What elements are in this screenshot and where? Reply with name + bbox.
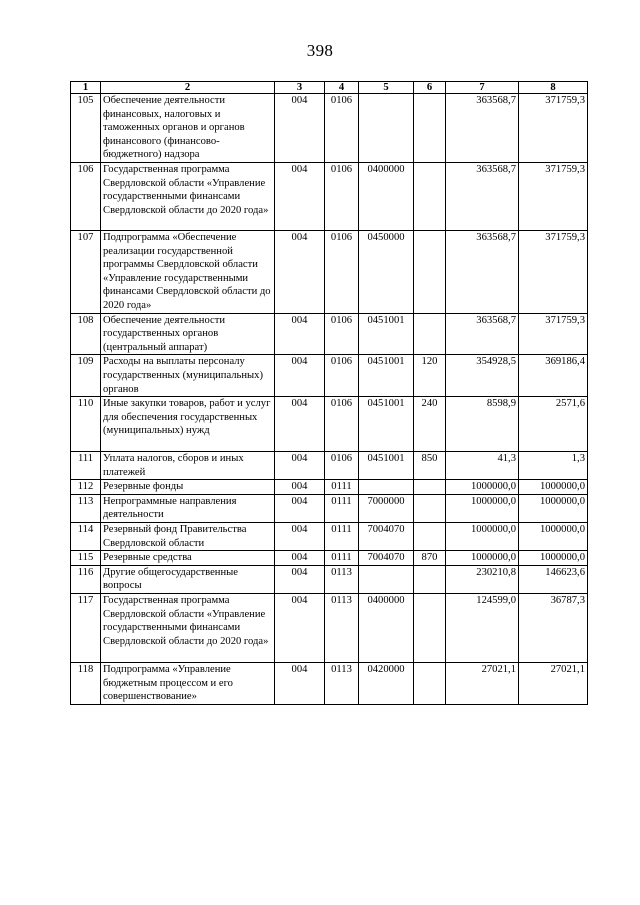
row-amount-year2-cell: 36787,3 (519, 594, 588, 663)
row-expense-type-cell (414, 313, 446, 355)
row-amount-year2-cell: 27021,1 (519, 663, 588, 705)
row-section-code-cell: 0111 (325, 480, 359, 495)
row-expense-type-cell (414, 565, 446, 593)
row-amount-year1-cell: 363568,7 (446, 313, 519, 355)
row-amount-year2-cell: 1,3 (519, 452, 588, 480)
row-expense-type-cell (414, 94, 446, 163)
row-name-cell: Обеспечение деятельности финансовых, налоговых и таможенных органов и органов финансового (финансово-бюджетного) надзора (101, 94, 275, 163)
row-section-code-cell: 0106 (325, 452, 359, 480)
row-amount-year2-cell: 1000000,0 (519, 523, 588, 551)
row-ministry-code-cell: 004 (275, 494, 325, 522)
row-amount-year1-cell: 1000000,0 (446, 551, 519, 566)
row-number-cell: 106 (71, 162, 101, 230)
table-row (71, 230, 588, 313)
row-name-cell: Непрограммные направления деятельности (101, 494, 275, 522)
row-number-cell: 105 (71, 94, 101, 163)
table-row (71, 397, 588, 452)
header-col-2: 2 (101, 82, 275, 94)
row-number-cell: 118 (71, 663, 101, 705)
header-col-1: 1 (71, 82, 101, 94)
row-section-code-cell: 0106 (325, 94, 359, 163)
row-section-code-cell: 0106 (325, 313, 359, 355)
table-row (71, 594, 588, 663)
row-amount-year2-cell: 371759,3 (519, 94, 588, 163)
row-amount-year2-cell: 1000000,0 (519, 551, 588, 566)
table-row (71, 94, 588, 163)
row-expense-type-cell (414, 594, 446, 663)
row-ministry-code-cell: 004 (275, 397, 325, 452)
row-ministry-code-cell: 004 (275, 313, 325, 355)
table-row (71, 480, 588, 495)
row-amount-year1-cell: 230210,8 (446, 565, 519, 593)
row-expense-type-cell: 850 (414, 452, 446, 480)
row-target-code-cell: 0400000 (359, 162, 414, 230)
row-number-cell: 117 (71, 594, 101, 663)
row-name-cell: Уплата налогов, сборов и иных платежей (101, 452, 275, 480)
table-row (71, 565, 588, 593)
row-target-code-cell: 7004070 (359, 551, 414, 566)
row-name-cell: Государственная программа Свердловской области «Управление государственными финансами Свердловской области до 2020 года» (101, 162, 275, 230)
header-col-8: 8 (519, 82, 588, 94)
table-row (71, 162, 588, 230)
row-ministry-code-cell: 004 (275, 663, 325, 705)
row-target-code-cell: 0420000 (359, 663, 414, 705)
row-section-code-cell: 0106 (325, 162, 359, 230)
header-col-6: 6 (414, 82, 446, 94)
row-amount-year2-cell: 369186,4 (519, 355, 588, 397)
table-row (71, 551, 588, 566)
row-name-cell: Резервные фонды (101, 480, 275, 495)
row-amount-year2-cell: 146623,6 (519, 565, 588, 593)
row-number-cell: 111 (71, 452, 101, 480)
table-body (71, 94, 588, 705)
header-col-4: 4 (325, 82, 359, 94)
row-target-code-cell (359, 480, 414, 495)
row-expense-type-cell: 120 (414, 355, 446, 397)
table-row (71, 523, 588, 551)
row-name-cell: Государственная программа Свердловской области «Управление государственными финансами Свердловской области до 2020 года» (101, 594, 275, 663)
row-amount-year1-cell: 27021,1 (446, 663, 519, 705)
row-expense-type-cell (414, 162, 446, 230)
row-target-code-cell: 0451001 (359, 355, 414, 397)
row-name-cell: Другие общегосударственные вопросы (101, 565, 275, 593)
row-target-code-cell (359, 565, 414, 593)
row-amount-year2-cell: 1000000,0 (519, 494, 588, 522)
row-expense-type-cell (414, 494, 446, 522)
row-section-code-cell: 0106 (325, 230, 359, 313)
row-ministry-code-cell: 004 (275, 452, 325, 480)
row-number-cell: 107 (71, 230, 101, 313)
row-name-cell: Иные закупки товаров, работ и услуг для обеспечения государственных (муниципальных) нужд (101, 397, 275, 452)
row-ministry-code-cell: 004 (275, 480, 325, 495)
row-target-code-cell: 0451001 (359, 452, 414, 480)
table-row (71, 452, 588, 480)
row-number-cell: 109 (71, 355, 101, 397)
row-amount-year1-cell: 124599,0 (446, 594, 519, 663)
row-ministry-code-cell: 004 (275, 162, 325, 230)
table-row (71, 313, 588, 355)
budget-table (70, 81, 588, 705)
row-name-cell: Обеспечение деятельности государственных органов (центральный аппарат) (101, 313, 275, 355)
row-name-cell: Резервный фонд Правительства Свердловской области (101, 523, 275, 551)
row-ministry-code-cell: 004 (275, 355, 325, 397)
row-number-cell: 114 (71, 523, 101, 551)
row-section-code-cell: 0113 (325, 594, 359, 663)
row-section-code-cell: 0113 (325, 663, 359, 705)
row-amount-year1-cell: 8598,9 (446, 397, 519, 452)
row-expense-type-cell (414, 523, 446, 551)
row-ministry-code-cell: 004 (275, 230, 325, 313)
row-amount-year1-cell: 1000000,0 (446, 523, 519, 551)
row-amount-year2-cell: 371759,3 (519, 230, 588, 313)
row-target-code-cell: 0450000 (359, 230, 414, 313)
row-section-code-cell: 0111 (325, 551, 359, 566)
table-header-row (71, 82, 588, 94)
row-section-code-cell: 0111 (325, 494, 359, 522)
header-col-7: 7 (446, 82, 519, 94)
row-expense-type-cell: 240 (414, 397, 446, 452)
header-col-5: 5 (359, 82, 414, 94)
row-name-cell: Расходы на выплаты персоналу государственных (муниципальных) органов (101, 355, 275, 397)
row-name-cell: Подпрограмма «Обеспечение реализации государственной программы Свердловской области «Управление государственными финансами Свердловской области до 2020 года» (101, 230, 275, 313)
row-amount-year1-cell: 1000000,0 (446, 480, 519, 495)
row-amount-year2-cell: 371759,3 (519, 313, 588, 355)
table-row (71, 663, 588, 705)
row-section-code-cell: 0106 (325, 397, 359, 452)
row-amount-year1-cell: 354928,5 (446, 355, 519, 397)
row-target-code-cell: 0400000 (359, 594, 414, 663)
row-number-cell: 113 (71, 494, 101, 522)
table-row (71, 494, 588, 522)
row-expense-type-cell: 870 (414, 551, 446, 566)
row-number-cell: 116 (71, 565, 101, 593)
row-number-cell: 112 (71, 480, 101, 495)
row-target-code-cell: 7004070 (359, 523, 414, 551)
page-number: 398 (306, 41, 334, 60)
header-col-3: 3 (275, 82, 325, 94)
row-amount-year2-cell: 1000000,0 (519, 480, 588, 495)
row-ministry-code-cell: 004 (275, 551, 325, 566)
row-name-cell: Подпрограмма «Управление бюджетным процессом и его совершенствование» (101, 663, 275, 705)
row-expense-type-cell (414, 480, 446, 495)
row-target-code-cell (359, 94, 414, 163)
row-amount-year1-cell: 1000000,0 (446, 494, 519, 522)
row-ministry-code-cell: 004 (275, 523, 325, 551)
row-amount-year1-cell: 363568,7 (446, 230, 519, 313)
row-name-cell: Резервные средства (101, 551, 275, 566)
row-ministry-code-cell: 004 (275, 565, 325, 593)
row-number-cell: 115 (71, 551, 101, 566)
row-ministry-code-cell: 004 (275, 594, 325, 663)
row-target-code-cell: 7000000 (359, 494, 414, 522)
row-amount-year1-cell: 363568,7 (446, 94, 519, 163)
row-ministry-code-cell: 004 (275, 94, 325, 163)
row-section-code-cell: 0113 (325, 565, 359, 593)
row-amount-year2-cell: 371759,3 (519, 162, 588, 230)
table-row (71, 355, 588, 397)
row-section-code-cell: 0106 (325, 355, 359, 397)
row-amount-year1-cell: 41,3 (446, 452, 519, 480)
row-number-cell: 110 (71, 397, 101, 452)
row-number-cell: 108 (71, 313, 101, 355)
row-section-code-cell: 0111 (325, 523, 359, 551)
row-expense-type-cell (414, 663, 446, 705)
row-expense-type-cell (414, 230, 446, 313)
row-amount-year1-cell: 363568,7 (446, 162, 519, 230)
row-target-code-cell: 0451001 (359, 313, 414, 355)
row-target-code-cell: 0451001 (359, 397, 414, 452)
row-amount-year2-cell: 2571,6 (519, 397, 588, 452)
